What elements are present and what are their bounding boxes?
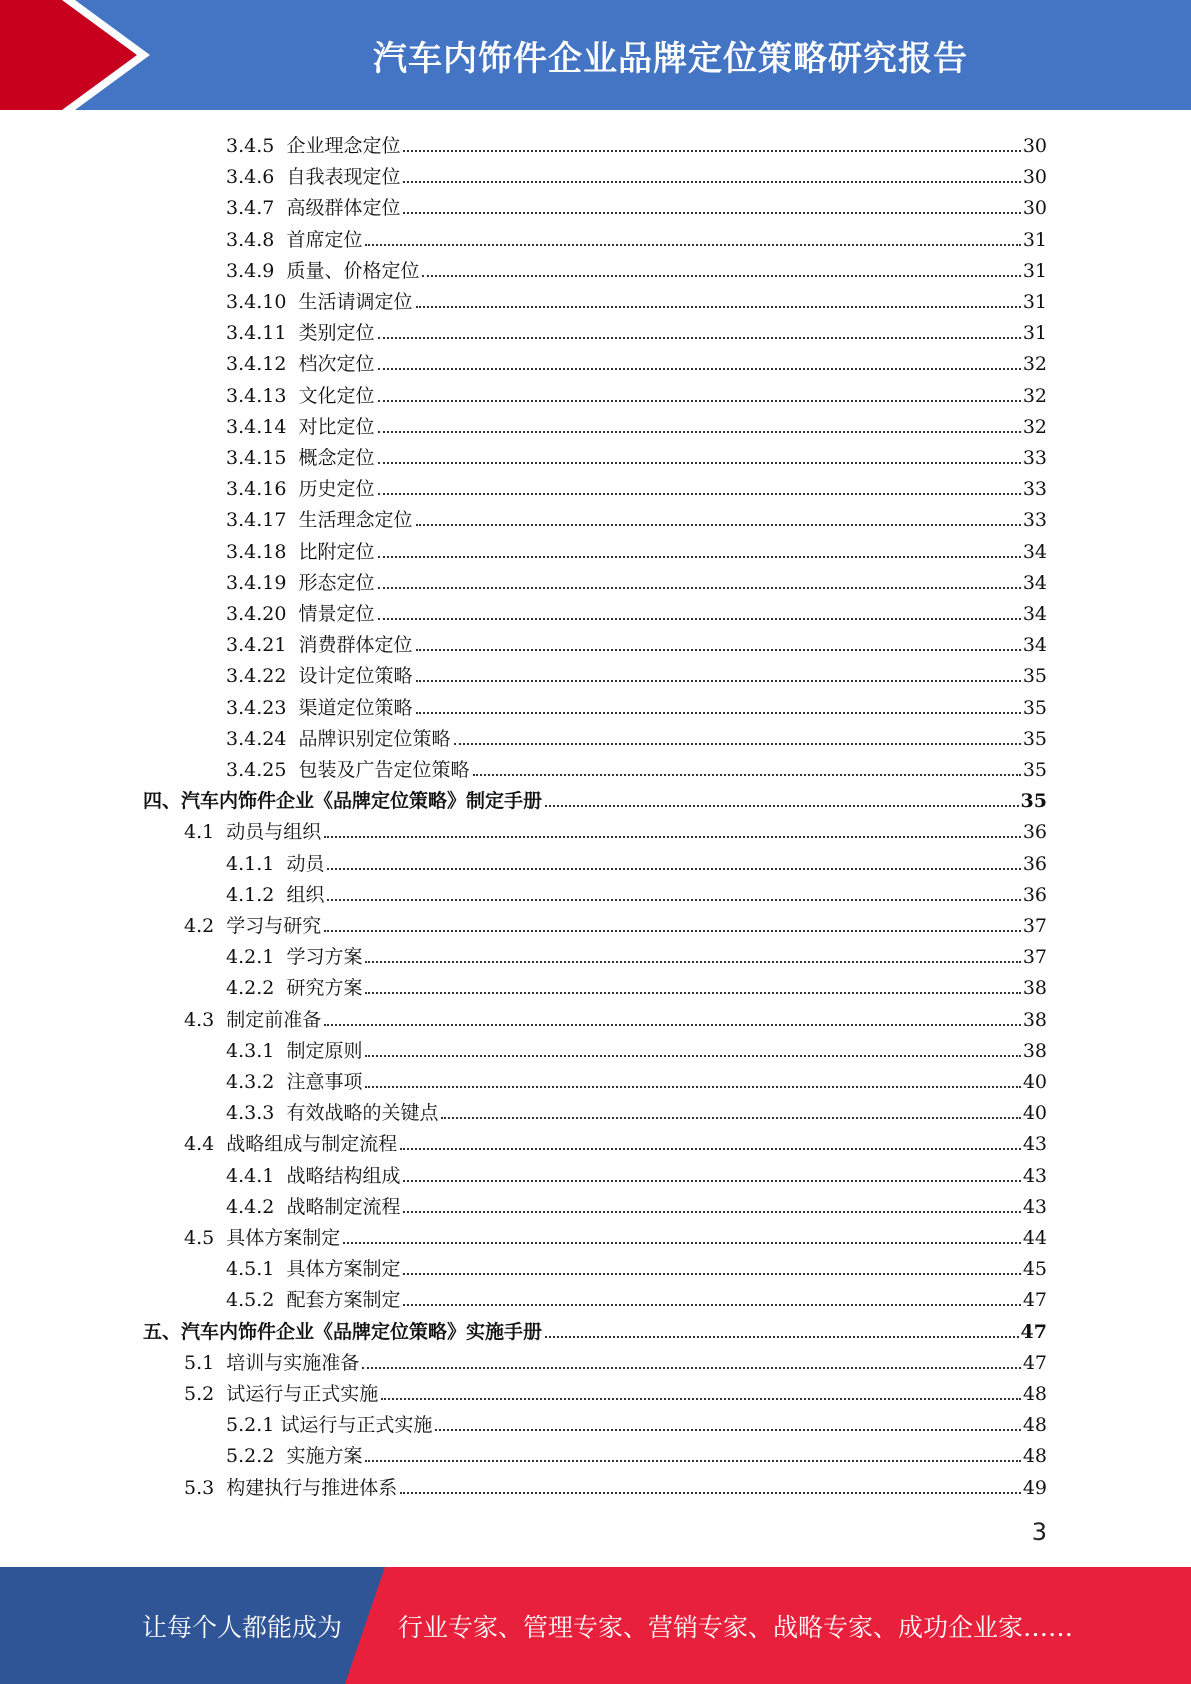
toc-entry-number: 3.4.17 (226, 509, 299, 532)
toc-dot-leader (441, 1117, 1020, 1119)
toc-entry[interactable] (226, 845, 1047, 876)
toc-entry[interactable] (143, 1313, 1047, 1344)
toc-entry-title: 形态定位 (298, 571, 375, 594)
toc-entry-page: 38 (1022, 1039, 1047, 1062)
toc-entry-title: 类别定位 (298, 322, 375, 345)
toc-entry[interactable] (226, 969, 1047, 1000)
toc-entry[interactable] (226, 564, 1047, 595)
toc-entry[interactable] (226, 1157, 1047, 1188)
toc-entry-page: 30 (1022, 166, 1047, 189)
toc-dot-leader (378, 368, 1021, 370)
toc-entry[interactable] (226, 1063, 1047, 1094)
toc-entry-page: 33 (1022, 447, 1047, 469)
toc-entry-title: 构建执行与推进体系 (226, 1476, 398, 1499)
toc-entry-number: 5.1 (184, 1351, 227, 1374)
toc-entry-page: 34 (1022, 603, 1047, 625)
toc-entry[interactable] (226, 1250, 1047, 1281)
toc-entry[interactable] (184, 1344, 1047, 1375)
footer-slogan-left: 让每个人都能成为 (142, 1612, 343, 1642)
toc-entry-number: 5.3 (184, 1476, 227, 1499)
toc-entry-number: 3.4.23 (226, 696, 299, 719)
toc-entry[interactable] (226, 751, 1047, 782)
toc-entry-number: 5.2.1 (226, 1414, 281, 1437)
toc-entry-page: 40 (1022, 1071, 1047, 1093)
toc-entry-number: 3.4.11 (226, 322, 299, 345)
toc-entry[interactable] (226, 252, 1047, 283)
toc-dot-leader (365, 1086, 1020, 1088)
toc-entry-number: 3.4.10 (226, 291, 299, 313)
toc-entry-page: 32 (1022, 415, 1047, 438)
toc-dot-leader (365, 961, 1020, 963)
toc-dot-leader (416, 680, 1021, 682)
toc-dot-leader (400, 1148, 1021, 1150)
toc-entry[interactable] (226, 1032, 1047, 1063)
toc-entry[interactable] (226, 1437, 1047, 1468)
toc-entry[interactable] (226, 595, 1047, 626)
toc-dot-leader (324, 1024, 1021, 1026)
toc-entry-page: 48 (1022, 1414, 1047, 1437)
toc-entry[interactable] (226, 938, 1047, 969)
toc-entry-number: 4.5.2 (226, 1289, 287, 1312)
toc-entry-number: 4.1.2 (226, 883, 287, 906)
toc-entry-number: 四、 (143, 790, 182, 813)
toc-dot-leader (327, 868, 1020, 870)
toc-dot-leader (343, 1242, 1021, 1244)
toc-entry[interactable] (184, 813, 1047, 844)
toc-dot-leader (454, 743, 1021, 745)
toc-entry[interactable] (226, 533, 1047, 564)
toc-entry-page: 34 (1022, 571, 1047, 594)
toc-entry-title: 具体方案制定 (226, 1227, 341, 1249)
toc-entry[interactable] (226, 314, 1047, 345)
toc-entry-page: 37 (1022, 946, 1047, 969)
toc-entry-number: 4.4.2 (226, 1195, 287, 1218)
toc-entry-number: 4.4.1 (226, 1164, 287, 1187)
toc-entry[interactable] (226, 876, 1047, 907)
toc-entry-number: 3.4.16 (226, 478, 299, 501)
toc-entry-number: 4.5 (184, 1227, 227, 1249)
header-arrow-decoration (0, 0, 160, 110)
toc-dot-leader (545, 805, 1019, 807)
toc-entry-number: 4.3.1 (226, 1039, 287, 1062)
toc-entry-title: 配套方案制定 (286, 1289, 401, 1312)
toc-dot-leader (416, 306, 1021, 308)
toc-entry[interactable] (226, 221, 1047, 252)
toc-entry[interactable] (184, 1375, 1047, 1406)
toc-entry[interactable] (226, 127, 1047, 158)
toc-entry-number: 3.4.19 (226, 571, 299, 594)
toc-entry-title: 战略制定流程 (286, 1195, 401, 1218)
toc-entry-number: 五、 (143, 1320, 182, 1343)
toc-entry-number: 5.2 (184, 1383, 227, 1405)
toc-dot-leader (327, 899, 1020, 901)
toc-entry-number: 4.4 (184, 1133, 227, 1156)
toc-entry-title: 自我表现定位 (286, 166, 401, 189)
toc-entry-page: 30 (1022, 135, 1047, 157)
toc-entry-title: 注意事项 (286, 1071, 363, 1093)
toc-entry-title: 包装及广告定位策略 (298, 759, 470, 781)
toc-dot-leader (403, 1211, 1020, 1213)
toc-dot-leader (403, 1180, 1020, 1182)
toc-entry-page: 40 (1022, 1102, 1047, 1125)
toc-entry-page: 49 (1022, 1476, 1047, 1499)
toc-entry-title: 战略结构组成 (286, 1164, 401, 1187)
toc-entry-title: 生活请调定位 (298, 291, 413, 313)
toc-entry-number: 3.4.9 (226, 259, 287, 282)
toc-entry[interactable] (226, 720, 1047, 751)
toc-entry-title: 档次定位 (298, 353, 375, 376)
toc-entry-page: 43 (1022, 1133, 1047, 1156)
toc-entry-title: 文化定位 (298, 384, 375, 407)
toc-dot-leader (324, 836, 1021, 838)
toc-entry-page: 33 (1022, 509, 1047, 532)
toc-entry-number: 3.4.6 (226, 166, 287, 189)
toc-entry-title: 汽车内饰件企业《品牌定位策略》制定手册 (181, 790, 543, 813)
toc-dot-leader (365, 244, 1020, 246)
toc-entry-number: 3.4.14 (226, 415, 299, 438)
toc-entry-number: 3.4.25 (226, 759, 299, 781)
toc-entry-title: 首席定位 (286, 228, 363, 251)
toc-entry-page: 43 (1022, 1164, 1047, 1187)
report-title: 汽车内饰件企业品牌定位策略研究报告 (373, 38, 968, 79)
toc-entry-title: 研究方案 (286, 977, 363, 1000)
toc-entry-page: 38 (1022, 1008, 1047, 1031)
toc-dot-leader (403, 1273, 1020, 1275)
toc-entry-page: 48 (1022, 1383, 1047, 1405)
toc-entry-title: 制定前准备 (226, 1008, 322, 1031)
toc-entry-title: 试运行与正式实施 (280, 1414, 433, 1437)
toc-entry-number: 4.1.1 (226, 852, 287, 875)
toc-entry-title: 生活理念定位 (298, 509, 413, 532)
toc-dot-leader (362, 1367, 1021, 1369)
page-number: 3 (1031, 1518, 1047, 1546)
toc-entry-page: 34 (1022, 540, 1047, 563)
toc-entry-page: 34 (1022, 634, 1047, 657)
toc-entry-title: 战略组成与制定流程 (226, 1133, 398, 1156)
toc-dot-leader (403, 1304, 1020, 1306)
toc-entry-title: 对比定位 (298, 415, 375, 438)
toc-dot-leader (473, 774, 1021, 776)
toc-entry-page: 48 (1022, 1445, 1047, 1468)
toc-entry-title: 试运行与正式实施 (226, 1383, 379, 1405)
toc-entry-number: 4.1 (184, 821, 227, 844)
toc-entry-title: 高级群体定位 (286, 197, 401, 220)
toc-entry-title: 动员与组织 (226, 821, 322, 844)
toc-entry-title: 企业理念定位 (286, 135, 401, 157)
toc-dot-leader (378, 618, 1021, 620)
toc-entry-title: 概念定位 (298, 447, 375, 469)
toc-entry-title: 制定原则 (286, 1039, 363, 1062)
toc-dot-leader (422, 275, 1020, 277)
toc-entry-title: 设计定位策略 (298, 665, 413, 688)
toc-dot-leader (365, 992, 1020, 994)
toc-entry-title: 消费群体定位 (298, 634, 413, 657)
toc-entry-page: 43 (1022, 1195, 1047, 1218)
toc-entry-page: 35 (1022, 727, 1047, 750)
toc-entry-number: 3.4.7 (226, 197, 287, 220)
toc-entry-page: 44 (1022, 1227, 1047, 1249)
toc-dot-leader (416, 524, 1021, 526)
toc-entry-page: 38 (1022, 977, 1047, 1000)
toc-entry-title: 渠道定位策略 (298, 696, 413, 719)
toc-entry-page: 36 (1022, 852, 1047, 875)
toc-entry-number: 4.2.1 (226, 946, 287, 969)
toc-entry-title: 动员 (286, 852, 325, 875)
toc-entry-page: 30 (1022, 197, 1047, 220)
toc-entry-title: 情景定位 (298, 603, 375, 625)
toc-entry-page: 37 (1022, 915, 1047, 937)
toc-entry-number: 4.3.3 (226, 1102, 287, 1125)
toc-entry-number: 4.2.2 (226, 977, 287, 1000)
toc-entry[interactable] (226, 408, 1047, 439)
toc-entry[interactable] (226, 1406, 1047, 1437)
toc-entry-title: 组织 (286, 883, 325, 906)
toc-entry-page: 31 (1022, 322, 1047, 345)
toc-entry-number: 4.3.2 (226, 1071, 287, 1093)
toc-dot-leader (378, 462, 1021, 464)
toc-entry-title: 具体方案制定 (286, 1258, 401, 1281)
toc-entry-title: 质量、价格定位 (286, 259, 420, 282)
toc-dot-leader (381, 1398, 1021, 1400)
toc-dot-leader (378, 493, 1021, 495)
toc-entry[interactable] (226, 626, 1047, 657)
toc-entry-number: 3.4.15 (226, 447, 299, 469)
toc-entry[interactable] (226, 501, 1047, 532)
toc-entry[interactable] (184, 1125, 1047, 1156)
toc-entry[interactable] (226, 1094, 1047, 1125)
toc-entry-number: 3.4.21 (226, 634, 299, 657)
toc-entry[interactable] (226, 470, 1047, 501)
toc-entry-page: 36 (1022, 883, 1047, 906)
toc-entry-number: 3.4.12 (226, 353, 299, 376)
toc-entry-number: 3.4.24 (226, 727, 299, 750)
toc-entry[interactable] (226, 1281, 1047, 1312)
toc-entry-number: 5.2.2 (226, 1445, 287, 1468)
toc-entry-page: 32 (1022, 384, 1047, 407)
toc-entry-number: 4.5.1 (226, 1258, 287, 1281)
toc-entry-number: 4.3 (184, 1008, 227, 1031)
toc-dot-leader (365, 1055, 1020, 1057)
toc-entry-number: 3.4.5 (226, 135, 287, 157)
toc-entry-page: 36 (1022, 821, 1047, 844)
toc-dot-leader (378, 587, 1021, 589)
toc-dot-leader (378, 556, 1021, 558)
toc-entry[interactable] (184, 907, 1047, 938)
toc-entry[interactable] (226, 439, 1047, 470)
toc-entry-number: 4.2 (184, 915, 227, 937)
toc-entry-page: 35 (1022, 696, 1047, 719)
toc-entry-number: 3.4.18 (226, 540, 299, 563)
toc-dot-leader (403, 181, 1020, 183)
footer-slogan-right: 行业专家、管理专家、营销专家、战略专家、成功企业家…… (398, 1612, 1074, 1642)
toc-entry[interactable] (226, 158, 1047, 189)
toc-dot-leader (324, 930, 1021, 932)
toc-entry-number: 3.4.13 (226, 384, 299, 407)
toc-dot-leader (403, 150, 1020, 152)
toc-dot-leader (545, 1336, 1019, 1338)
toc-dot-leader (400, 1492, 1021, 1494)
toc-entry-page: 33 (1022, 478, 1047, 501)
toc-entry-title: 品牌识别定位策略 (298, 727, 451, 750)
toc-entry-number: 3.4.8 (226, 228, 287, 251)
toc-entry[interactable] (184, 1001, 1047, 1032)
toc-entry[interactable] (143, 782, 1047, 813)
toc-entry-page: 45 (1022, 1258, 1047, 1281)
toc-entry-page: 35 (1020, 790, 1047, 813)
toc-entry-page: 31 (1022, 259, 1047, 282)
toc-entry-title: 学习与研究 (226, 915, 322, 937)
toc-entry-title: 培训与实施准备 (226, 1351, 360, 1374)
page-header (0, 0, 1191, 110)
toc-entry[interactable] (184, 1219, 1047, 1250)
toc-entry-page: 32 (1022, 353, 1047, 376)
toc-entry-title: 比附定位 (298, 540, 375, 563)
toc-dot-leader (378, 337, 1021, 339)
toc-dot-leader (403, 212, 1020, 214)
toc-entry-page: 47 (1020, 1320, 1047, 1343)
toc-entry[interactable] (226, 345, 1047, 376)
toc-entry-title: 汽车内饰件企业《品牌定位策略》实施手册 (181, 1320, 543, 1343)
toc-dot-leader (378, 431, 1021, 433)
toc-entry-title: 学习方案 (286, 946, 363, 969)
toc-entry[interactable] (226, 377, 1047, 408)
toc-entry-page: 35 (1022, 665, 1047, 688)
toc-entry[interactable] (226, 283, 1047, 314)
toc-entry-page: 35 (1022, 759, 1047, 781)
toc-entry[interactable] (184, 1469, 1047, 1500)
toc-dot-leader (378, 400, 1021, 402)
toc-entry-number: 3.4.20 (226, 603, 299, 625)
toc-entry-page: 31 (1022, 291, 1047, 313)
page-footer (0, 1567, 1191, 1684)
toc-entry[interactable] (226, 1188, 1047, 1219)
toc-dot-leader (365, 1460, 1020, 1462)
toc-entry-title: 历史定位 (298, 478, 375, 501)
toc-entry-title: 实施方案 (286, 1445, 363, 1468)
toc-entry-page: 47 (1022, 1289, 1047, 1312)
toc-entry[interactable] (226, 657, 1047, 688)
toc-entry-page: 31 (1022, 228, 1047, 251)
toc-dot-leader (435, 1429, 1020, 1431)
toc-entry[interactable] (226, 189, 1047, 220)
toc-entry-title: 有效战略的关键点 (286, 1102, 439, 1125)
toc-entry-number: 3.4.22 (226, 665, 299, 688)
toc-dot-leader (416, 649, 1021, 651)
toc-dot-leader (416, 712, 1021, 714)
toc-entry-page: 47 (1022, 1351, 1047, 1374)
toc-entry[interactable] (226, 689, 1047, 720)
